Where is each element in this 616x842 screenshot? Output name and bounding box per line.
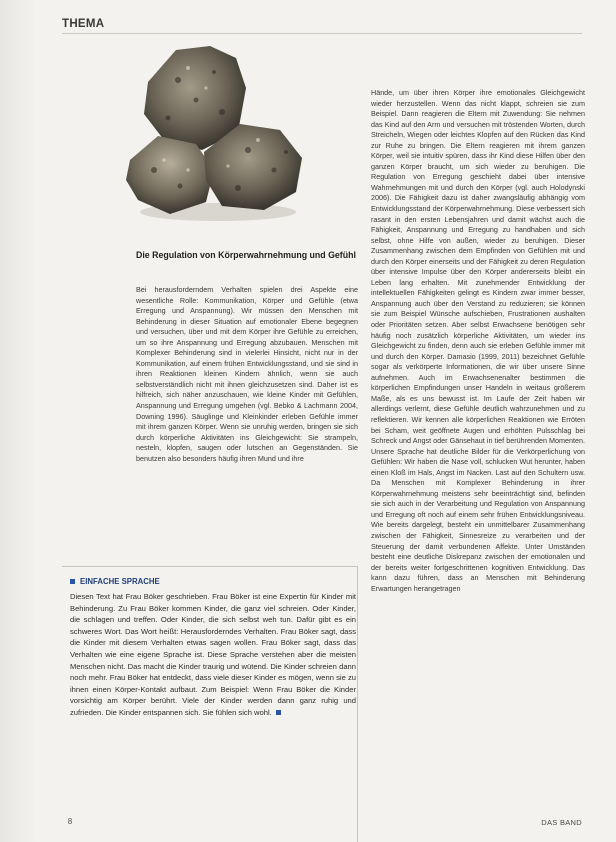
- page-number: 8: [67, 817, 73, 826]
- article-heading: Die Regulation von Körperwahrnehmung und Gefühl: [136, 250, 356, 260]
- article-column-right: [371, 88, 585, 828]
- body-paragraph: Hände, um über ihren Körper ihre emotionales Gleichgewicht wieder herzustellen. Wenn das nicht klappt, schreien sie zum Beispiel. Dann reagieren die Eltern mit Zuwendung: Sie nehmen das Kind auf den Arm und versuchen mit tröstenden Worten, durch Streicheln, Wiegen oder leichtes Klopfen auf den Rücken das Kind zur Ruhe zu bringen. Die Eltern reagieren mit ihrem ganzen Körper, weil sie intuitiv spüren, dass ihr Kind diese Hilfen über den ganzen Körper braucht, um sich wieder zu beruhigen. Die Regulation von Erregung geschieht dabei über intensive Wahrnehmungen mit und durch den Körper (vgl. auch Holodynski 2006). Die Fähigkeit dazu ist daher zwangsläufig abhängig vom Entwicklungsstand der Körperwahrnehmung. Diese verbessert sich rasant in den ersten Lebensjahren und damit wächst auch die Fähigkeit, Anspannung und Erregung zu handhaben und sich selbst, ohne Hilfe von außen, wieder zu beruhigen. Dieser Zusammenhang zwischen dem Empfinden von Gefühlen mit und durch den Körper einerseits und der Fähigkeit zu deren Regulation über intensive Impulse über den Körper andererseits bleibt ein Leben lang erhalten. Mit zunehmender Entwicklung der intellektuellen Fähigkeiten gelingt es Kindern zwar immer besser, Anspannung auch über den Verstand zu reduzieren; sie können sie zum Beispiel Wünsche aufschieben, Frustrationen aushalten oder Prioritäten setzen. Aber selbst Erwachsene benötigen sehr häufig noch zusätzlich körperliche Aktivitäten, um wieder ins Gleichgewicht zu finden, denn auch sie erleben Gefühle immer mit und durch den Körper. Damasio (1999, 2011) bezeichnet Gefühle sogar als verkörperte Informationen, die wir über unsere Sinne aufnehmen. Auch im Erwachsenenalter bestimmen die körperlichen Empfindungen unser Handeln in weitaus größerem Maße, als es uns bewusst ist. Im Laufe der Zeit haben wir allerdings verlernt, diese Gefühle deutlich wahrzunehmen und zu reflektieren. Wir kennen alle körperlichen Reaktionen wie Erröten bei Scham, weit geöffnete Augen und erhöhten Pulsschlag bei Schreck und Angst oder Gänsehaut in tief berührenden Momenten. Unsere Sprache hat deutliche Bilder für die Verkörperlichung von Gefühlen: Wir haben die Nase voll, schlucken Wut herunter, haben einen Kloß im Hals, Angst im Nacken. Last auf den Schultern usw. Da Menschen mit Komplexer Behinderung in ihrer Körperwahrnehmung meistens sehr beeinträchtigt sind, befinden sie sich auch in der Verarbeitung und Regulation von Anspannung und Erregung oft noch auf einem sehr frühen Entwicklungsniveau. Wie bereits dargelegt, besteht ein unmittelbarer Zusammenhang zwischen der Fähigkeit, Sinnesreize zu verarbeiten und der Steuerung der damit verbundenen Affekte. Unter Umständen besteht eine deutliche Diskrepanz zwischen der emotionalen und der bereits weiter fortgeschrittenen kognitiven Entwicklung. Das kann dazu führen, dass an Menschen mit Behinderung Erwartungen herangetragen: [371, 88, 585, 593]
- page-edge-shadow: [0, 0, 34, 842]
- box-heading-label: EINFACHE SPRACHE: [80, 577, 160, 586]
- section-label: THEMA: [62, 18, 105, 30]
- box-paragraph: Diesen Text hat Frau Böker geschrieben. Frau Böker ist eine Expertin für Kinder mit Behinderung. Zu Frau Böker kommen Kinder, die ganz viel schreien. Oder Kinder, die schlagen und treffen. Oder Kinder, die sich selbst weh tun. Dafür gibt es ein schweres Wort. Das Wort heißt: Herausforderndes Verhalten. Frau Böker sagt, dass die Kinder mit diesem Verhalten etwas sagen wollen. Frau Böker sagt, dass das Verhalten wie eine eigene Sprache ist. Diese Sprache verstehen aber die meisten Menschen nicht. Das macht die Kinder traurig und wütend. Die Kinder schreien dann noch mehr. Frau Böker hat entdeckt, dass viele dieser Kinder es mögen, wenn sie zu ihnen einen Körper-Kontakt aufbaut. Zum Beispiel: Wenn Frau Böker die Kinder vorsichtig am Körper berührt. Viele der Kinder werden dann ganz ruhig und zufrieden. Die Kinder entspannen sich. Sie fühlen sich wohl.: [70, 592, 356, 717]
- box-heading: [70, 577, 160, 586]
- header-rule: [62, 33, 582, 34]
- body-paragraph: Bei herausforderndem Verhalten spielen drei Aspekte eine wesentliche Rolle: Kommunikation, Körper und Gefühle (etwa Erregung und Anspannung). Wir müssen den Menschen mit Behinderung in dieser Situation auf emotionaler Ebene begegnen und versuchen, über und mit dem Körper ihre Gefühle zu erreichen, um so ihre Anspannung und Erregung abzubauen. Menschen mit Komplexer Behinderung sind in vielerlei Hinsicht, nicht nur in der Kommunikation, auf einem frühen Entwicklungsstand, und sie sind in ihren Reaktionen kleinen Kindern ähnlich, wenn sie auch selbstverständlich nicht mit ihnen gleichzusetzen sind. Daher ist es hilfreich, sich näher anzuschauen, wie kleine Kinder mit Gefühlen, Anspannung und Erregung umgehen (vgl. Bebko & Lachmann 2004, Downing 1996). Säuglinge und Kleinkinder erleben Gefühle immer mit ihrem ganzen Körper. Wenn sie unruhig werden, bringen sie sich durch körperliche Aktivitäten ins Gleichgewicht: Sie strampeln, nesteln, klopfen, saugen oder lutschen an Gegenständen. Sie benutzen also besonders häufig ihren Mund und ihre: [136, 285, 358, 463]
- article-column-left: [136, 285, 358, 565]
- box-text: [70, 591, 356, 836]
- square-bullet-icon: [70, 579, 75, 584]
- magazine-name: DAS BAND: [541, 818, 582, 827]
- end-mark-icon: [276, 710, 281, 715]
- stone-photo: [118, 40, 308, 225]
- box-border: [62, 566, 358, 567]
- easy-language-box: [62, 566, 358, 842]
- box-border: [357, 566, 358, 842]
